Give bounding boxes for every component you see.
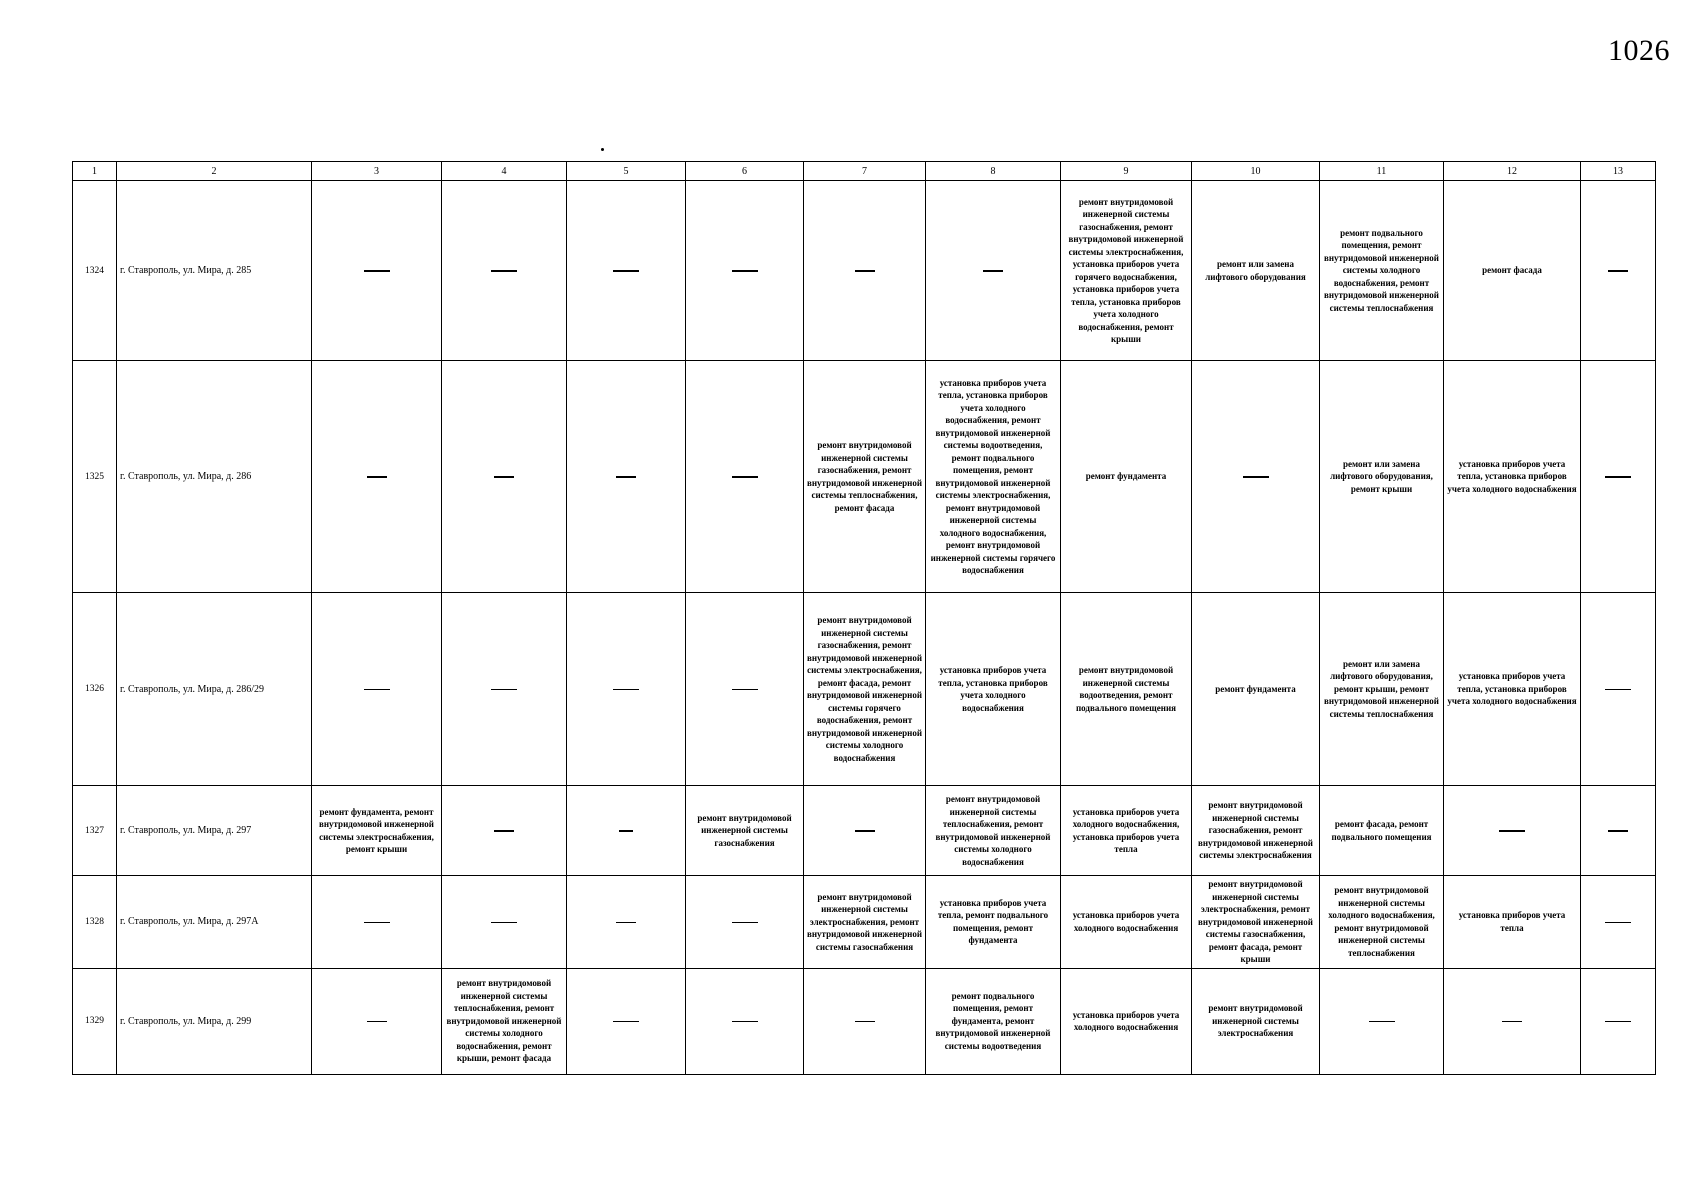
dash-mark <box>619 830 633 832</box>
work-type-cell: ремонт подвального помещения, ремонт фундамента, ремонт внутридомовой инженерной системы водоотведения <box>926 968 1061 1074</box>
table-row <box>73 361 1656 593</box>
table-row <box>73 968 1656 1074</box>
work-type-cell: ремонт фундамента <box>1192 593 1320 786</box>
empty-cell <box>567 786 686 876</box>
empty-cell <box>1581 181 1656 361</box>
work-type-cell: установка приборов учета тепла, установка приборов учета холодного водоснабжения <box>926 593 1061 786</box>
dash-mark <box>364 270 390 272</box>
empty-cell <box>1581 786 1656 876</box>
dash-mark <box>616 476 636 478</box>
work-type-cell: ремонт внутридомовой инженерной системы электроснабжения, ремонт внутридомовой инженерной системы газоснабжения, ремонт фасада, ремонт крыши <box>1192 876 1320 969</box>
address-cell: г. Ставрополь, ул. Мира, д. 286/29 <box>117 593 312 786</box>
work-type-cell: установка приборов учета холодного водоснабжения <box>1061 876 1192 969</box>
dash-mark <box>1369 1021 1395 1023</box>
empty-cell <box>442 181 567 361</box>
empty-cell <box>1581 876 1656 969</box>
repair-schedule-table <box>72 161 1656 1075</box>
work-type-cell: ремонт подвального помещения, ремонт внутридомовой инженерной системы холодного водоснабжения, ремонт внутридомовой инженерной системы теплоснабжения <box>1320 181 1444 361</box>
row-number: 1329 <box>73 968 117 1074</box>
empty-cell <box>1192 361 1320 593</box>
dash-mark <box>613 1021 639 1023</box>
empty-cell <box>312 181 442 361</box>
work-type-cell: ремонт внутридомовой инженерной системы газоснабжения, ремонт внутридомовой инженерной системы электроснабжения, установка приборов учета горячего водоснабжения, установка приборов учета тепла, установка приборов учета холодного водоснабжения, ремонт крыши <box>1061 181 1192 361</box>
dash-mark <box>364 689 390 691</box>
empty-cell <box>567 876 686 969</box>
empty-cell <box>567 593 686 786</box>
col-header: 6 <box>686 162 804 181</box>
empty-cell <box>567 361 686 593</box>
work-type-cell: ремонт фундамента <box>1061 361 1192 593</box>
dash-mark <box>732 270 758 272</box>
work-type-cell: установка приборов учета тепла, установка приборов учета холодного водоснабжения <box>1444 361 1581 593</box>
row-number: 1324 <box>73 181 117 361</box>
work-type-cell: ремонт фасада, ремонт подвального помещения <box>1320 786 1444 876</box>
empty-cell <box>926 181 1061 361</box>
table-row <box>73 786 1656 876</box>
col-header: 8 <box>926 162 1061 181</box>
work-type-cell: ремонт фасада <box>1444 181 1581 361</box>
dash-mark <box>367 476 387 478</box>
empty-cell <box>1320 968 1444 1074</box>
work-type-cell: ремонт внутридомовой инженерной системы газоснабжения <box>686 786 804 876</box>
dash-mark <box>491 689 517 691</box>
empty-cell <box>804 181 926 361</box>
col-header: 2 <box>117 162 312 181</box>
work-type-cell: ремонт внутридомовой инженерной системы электроснабжения, ремонт внутридомовой инженерной системы газоснабжения <box>804 876 926 969</box>
dash-mark <box>616 922 636 924</box>
dash-mark <box>855 830 875 832</box>
empty-cell <box>1581 968 1656 1074</box>
dash-mark <box>494 830 514 832</box>
empty-cell <box>442 786 567 876</box>
dash-mark <box>491 270 517 272</box>
empty-cell <box>804 968 926 1074</box>
col-header: 12 <box>1444 162 1581 181</box>
col-header: 10 <box>1192 162 1320 181</box>
dash-mark <box>367 1021 387 1023</box>
address-cell: г. Ставрополь, ул. Мира, д. 286 <box>117 361 312 593</box>
work-type-cell: ремонт внутридомовой инженерной системы газоснабжения, ремонт внутридомовой инженерной системы теплоснабжения, ремонт фасада <box>804 361 926 593</box>
dash-mark <box>494 476 514 478</box>
col-header: 4 <box>442 162 567 181</box>
table-row <box>73 181 1656 361</box>
empty-cell <box>312 876 442 969</box>
work-type-cell: ремонт или замена лифтового оборудования, ремонт крыши <box>1320 361 1444 593</box>
work-type-cell: ремонт или замена лифтового оборудования <box>1192 181 1320 361</box>
dash-mark <box>613 689 639 691</box>
dash-mark <box>983 270 1003 272</box>
empty-cell <box>686 968 804 1074</box>
work-type-cell: ремонт внутридомовой инженерной системы газоснабжения, ремонт внутридомовой инженерной системы электроснабжения, ремонт фасада, ремонт внутридомовой инженерной системы горячего водоснабжения, ремонт внутридомовой инженерной системы холодного водоснабжения <box>804 593 926 786</box>
col-header: 1 <box>73 162 117 181</box>
work-type-cell: установка приборов учета тепла, установка приборов учета холодного водоснабжения <box>1444 593 1581 786</box>
empty-cell <box>1444 786 1581 876</box>
empty-cell <box>312 361 442 593</box>
header-row <box>73 162 1656 181</box>
address-cell: г. Ставрополь, ул. Мира, д. 297А <box>117 876 312 969</box>
empty-cell <box>312 593 442 786</box>
empty-cell <box>442 593 567 786</box>
dash-mark <box>855 270 875 272</box>
dash-mark <box>1608 270 1628 272</box>
work-type-cell: ремонт внутридомовой инженерной системы холодного водоснабжения, ремонт внутридомовой инженерной системы теплоснабжения <box>1320 876 1444 969</box>
dash-mark <box>1605 922 1631 924</box>
work-type-cell: ремонт фундамента, ремонт внутридомовой инженерной системы электроснабжения, ремонт крыши <box>312 786 442 876</box>
row-number: 1328 <box>73 876 117 969</box>
work-type-cell: ремонт внутридомовой инженерной системы теплоснабжения, ремонт внутридомовой инженерной системы холодного водоснабжения, ремонт крыши, ремонт фасада <box>442 968 567 1074</box>
dash-mark <box>1502 1021 1522 1023</box>
work-type-cell: установка приборов учета холодного водоснабжения <box>1061 968 1192 1074</box>
empty-cell <box>1581 593 1656 786</box>
address-cell: г. Ставрополь, ул. Мира, д. 299 <box>117 968 312 1074</box>
empty-cell <box>567 968 686 1074</box>
work-type-cell: ремонт внутридомовой инженерной системы электроснабжения <box>1192 968 1320 1074</box>
empty-cell <box>442 876 567 969</box>
empty-cell <box>686 361 804 593</box>
empty-cell <box>686 181 804 361</box>
dash-mark <box>364 922 390 924</box>
empty-cell <box>686 593 804 786</box>
dash-mark <box>732 689 758 691</box>
col-header: 3 <box>312 162 442 181</box>
row-number: 1325 <box>73 361 117 593</box>
work-type-cell: установка приборов учета холодного водоснабжения, установка приборов учета тепла <box>1061 786 1192 876</box>
work-type-cell: установка приборов учета тепла, установка приборов учета холодного водоснабжения, ремонт внутридомовой инженерной системы водоотведения, ремонт подвального помещения, ремонт внутридомовой инженерной системы электроснабжения, ремонт внутридомовой инженерной системы холодного водоснабжения, ремонт внутридомовой инженерной системы горячего водоснабжения <box>926 361 1061 593</box>
dash-mark <box>732 1021 758 1023</box>
col-header: 9 <box>1061 162 1192 181</box>
dash-mark <box>1608 830 1628 832</box>
address-cell: г. Ставрополь, ул. Мира, д. 285 <box>117 181 312 361</box>
empty-cell <box>1581 361 1656 593</box>
page-number: 1026 <box>1608 34 1670 67</box>
work-type-cell: ремонт или замена лифтового оборудования, ремонт крыши, ремонт внутридомовой инженерной системы теплоснабжения <box>1320 593 1444 786</box>
table-row <box>73 593 1656 786</box>
col-header: 7 <box>804 162 926 181</box>
empty-cell <box>686 876 804 969</box>
scan-speck <box>601 148 604 151</box>
empty-cell <box>1444 968 1581 1074</box>
col-header: 13 <box>1581 162 1656 181</box>
dash-mark <box>1499 830 1525 832</box>
dash-mark <box>1605 689 1631 691</box>
dash-mark <box>613 270 639 272</box>
work-type-cell: ремонт внутридомовой инженерной системы водоотведения, ремонт подвального помещения <box>1061 593 1192 786</box>
work-type-cell: установка приборов учета тепла, ремонт подвального помещения, ремонт фундамента <box>926 876 1061 969</box>
dash-mark <box>732 476 758 478</box>
dash-mark <box>732 922 758 924</box>
col-header: 5 <box>567 162 686 181</box>
dash-mark <box>491 922 517 924</box>
work-type-cell: ремонт внутридомовой инженерной системы газоснабжения, ремонт внутридомовой инженерной системы электроснабжения <box>1192 786 1320 876</box>
col-header: 11 <box>1320 162 1444 181</box>
empty-cell <box>804 786 926 876</box>
dash-mark <box>1605 1021 1631 1023</box>
address-cell: г. Ставрополь, ул. Мира, д. 297 <box>117 786 312 876</box>
row-number: 1326 <box>73 593 117 786</box>
dash-mark <box>1605 476 1631 478</box>
dash-mark <box>1243 476 1269 478</box>
empty-cell <box>567 181 686 361</box>
dash-mark <box>855 1021 875 1023</box>
work-type-cell: установка приборов учета тепла <box>1444 876 1581 969</box>
table-row <box>73 876 1656 969</box>
empty-cell <box>442 361 567 593</box>
empty-cell <box>312 968 442 1074</box>
work-type-cell: ремонт внутридомовой инженерной системы теплоснабжения, ремонт внутридомовой инженерной системы холодного водоснабжения <box>926 786 1061 876</box>
row-number: 1327 <box>73 786 117 876</box>
